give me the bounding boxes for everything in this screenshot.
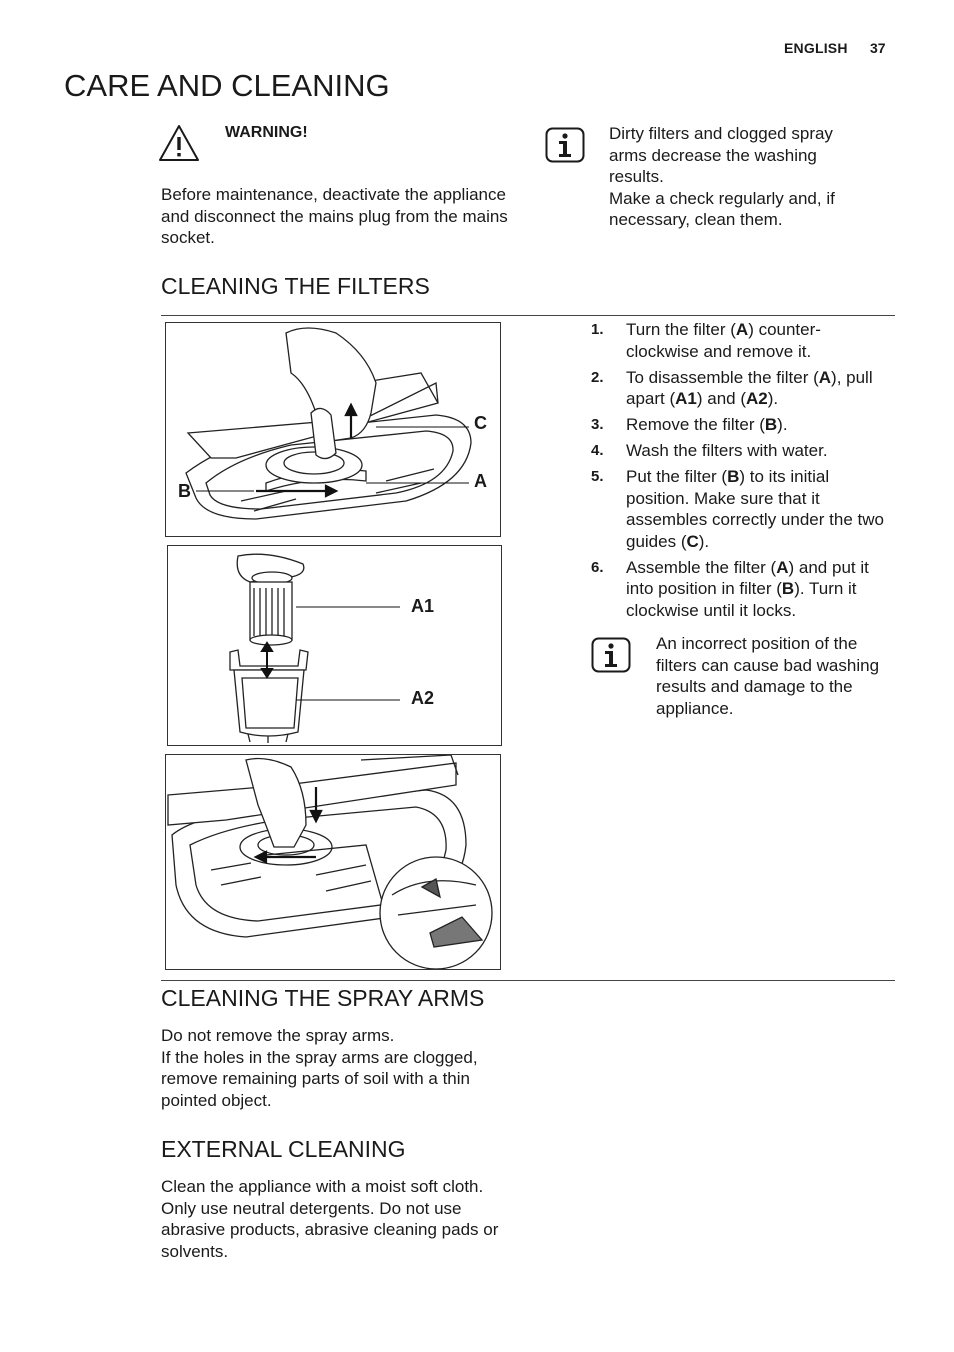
warning-label: WARNING!	[225, 124, 308, 141]
header-language: ENGLISH	[784, 40, 848, 56]
info-icon	[591, 637, 631, 673]
spray-line-1: Do not remove the spray arms.	[161, 1026, 395, 1045]
figure-label-a: A	[474, 471, 487, 491]
figure-label-a1: A1	[411, 596, 435, 616]
page-title: CARE AND CLEANING	[64, 68, 390, 103]
info-line-2: Make a check regularly and, if necessary, clean them.	[609, 188, 835, 229]
section-rule-top	[161, 315, 895, 316]
list-item: 1. Turn the filter (A) counter-clockwise and remove it.	[591, 320, 821, 361]
step-number: 3.	[591, 416, 604, 433]
figure-label-a2: A2	[411, 688, 435, 708]
list-item: 4. Wash the filters with water.	[591, 441, 828, 460]
section-title-external: EXTERNAL CLEANING	[161, 1136, 406, 1162]
filter-steps-list	[591, 319, 886, 626]
external-line-1: Clean the appliance with a moist soft cloth.	[161, 1177, 484, 1196]
section-title-filters: CLEANING THE FILTERS	[161, 273, 430, 299]
list-item: 5. Put the filter (B) to its initial position. Make sure that it assembles correctly under the two guides (C).	[591, 467, 884, 551]
page-number: 37	[870, 40, 886, 56]
list-item: 2. To disassemble the filter (A), pull apart (A1) and (A2).	[591, 367, 873, 408]
info-line-1: Dirty filters and clogged spray arms decrease the washing results.	[609, 124, 833, 186]
spray-line-2: If the holes in the spray arms are clogged, remove remaining parts of soil with a thin pointed object.	[161, 1047, 478, 1110]
external-line-2: Only use neutral detergents. Do not use abrasive products, abrasive cleaning pads or solvents.	[161, 1198, 499, 1261]
list-item: 3. Remove the filter (B).	[591, 415, 788, 434]
step-number: 1.	[591, 321, 604, 338]
filter-disassembly-drawing	[168, 546, 501, 745]
step-number: 2.	[591, 368, 604, 386]
spray-arms-text	[161, 1025, 516, 1111]
info-note-filters: An incorrect position of the filters can cause bad washing results and damage to the appliance.	[656, 634, 880, 718]
list-item: 6. Assemble the filter (A) and put it into position in filter (B). Turn it clockwise until it locks.	[591, 557, 869, 620]
step-number: 5.	[591, 468, 604, 485]
figure-filter-disassembly	[167, 545, 502, 746]
figure-filter-removal	[165, 322, 501, 537]
external-cleaning-text	[161, 1176, 516, 1262]
warning-text: Before maintenance, deactivate the appliance and disconnect the mains plug from the mains socket.	[161, 185, 508, 247]
info-icon	[545, 127, 585, 163]
filter-installation-drawing	[166, 755, 500, 969]
step-number: 6.	[591, 558, 604, 576]
filter-removal-drawing	[166, 323, 500, 536]
figure-label-c: C	[474, 413, 487, 433]
warning-icon	[158, 124, 200, 162]
figure-filter-installation	[165, 754, 501, 970]
step-number: 4.	[591, 442, 604, 459]
info-text-filters	[609, 123, 869, 231]
figure-label-b: B	[178, 481, 191, 501]
section-rule-bottom	[161, 980, 895, 981]
section-title-spray-arms: CLEANING THE SPRAY ARMS	[161, 985, 485, 1011]
